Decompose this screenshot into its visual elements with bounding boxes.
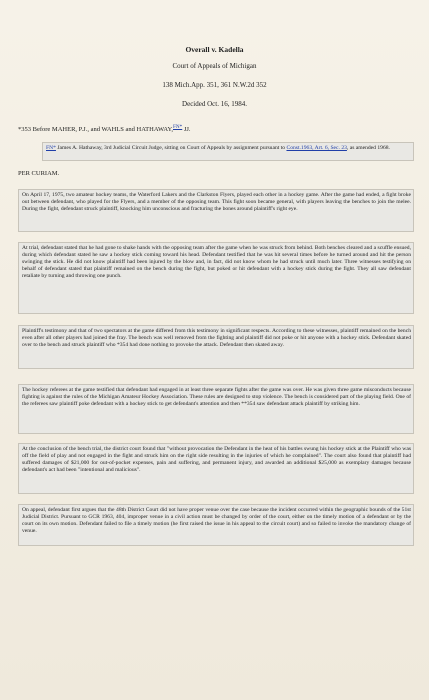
paragraph-6: On appeal, defendant first argues that the 48th District Court did not have proper venue over the case because the incident occurred within the geographic bounds of the 51st Judicial District. Pursuant to GCR 1963, 404, improper venue in a civil action must be changed by order of the court, either on the timely motion of a defendant or by the court on its own motion. Defendant failed to file a timely motion (he first raised the issue in his appeal to the circuit court) and so failed to invoke the mandatory change of venue. <box>18 504 414 546</box>
paragraph-4: The hockey referees at the game testified that defendant had engaged in at least three separate fights after the game was over. He was given three game misconducts because fighting is against the rules of the Michigan Amateur Hockey Association. These rules are designed to stop violence. The bench is considered part of the playing field. One of the referees saw plaintiff poke defendant with a hockey stick to get defendant's attention and then **354 saw defendant attack plaintiff by striking him. <box>18 384 414 434</box>
panel-judges: *353 Before MAHER, P.J., and WAHLS and HATHAWAY, <box>18 126 173 134</box>
constitution-link[interactable]: Const.1963, Art. 6, Sec. 23 <box>286 145 347 151</box>
case-title: Overall v. Kadella <box>185 45 244 54</box>
footnote-box <box>42 142 414 161</box>
panel-line <box>18 123 191 134</box>
panel-suffix: JJ. <box>182 126 191 134</box>
case-citation: 138 Mich.App. 351, 361 N.W.2d 352 <box>162 81 267 89</box>
footnote-ref-link[interactable]: FN* <box>173 124 183 130</box>
paragraph-3: Plaintiff's testimony and that of two spectators at the game differed from this testimony in significant respects. According to these witnesses, plaintiff remained on the bench even after all other players had joined the fray. The bench was well removed from the fighting and plaintiff did not poke or hit anyone with a hockey stick. Defendant skated over to the bench and struck plaintiff who *354 had done nothing to provoke the attack. Defendant then skated away. <box>18 325 414 369</box>
paragraph-2: At trial, defendant stated that he had gone to shake hands with the opposing team after the game when he was struck from behind. Both benches cleared and a scuffle ensued, during which defendant stated he saw a hockey stick coming toward his head. Defendant testified that he was hit several times before he turned around and hit the person swinging the stick. He did not know plaintiff had been injured by the blow and, in fact, did not know whom he had struck until much later. Three witnesses testifying on behalf of defendant stated that plaintiff remained on the bench during the fight, but poked or hit defendant with a hockey stick during the fight. They all saw defendant retaliate by turning and throwing one punch. <box>18 242 414 314</box>
footnote-anchor-link[interactable]: FN* <box>46 145 56 151</box>
paragraph-5: At the conclusion of the bench trial, the district court found that "without provocation the Defendant in the heat of his battles swung his hockey stick at the Plaintiff who was off the field of play and not engaged in the fight and struck him on the right side resulting in the injuries of which he complained". The court also found that plaintiff had suffered damages of $21,000 for out-of-pocket expenses, pain and suffering, and permanent injury, and awarded an additional $25,000 as exemplary damages because defendant's act had been "intentional and malicious". <box>18 443 414 494</box>
footnote-text: James A. Hathaway, 3rd Judicial Circuit Judge, sitting on Court of Appeals by assignment pursuant to <box>55 145 287 151</box>
decision-date: Decided Oct. 16, 1984. <box>182 100 247 108</box>
per-curiam-heading: PER CURIAM. <box>18 170 60 177</box>
court-name: Court of Appeals of Michigan <box>172 62 257 70</box>
paragraph-1: On April 17, 1975, two amateur hockey teams, the Waterford Lakers and the Clarkston Flyers, played each other in a hockey game. After the game had ended, a fight broke out between defendant, who played for the Flyers, and a member of the opposing team. This fight soon became general, with players leaving the benches to join the melee. During the fight, defendant struck plaintiff, knocking him unconscious and fracturing the bones around plaintiff's right eye. <box>18 189 414 232</box>
footnote-text-end: , as amended 1968. <box>346 145 390 151</box>
